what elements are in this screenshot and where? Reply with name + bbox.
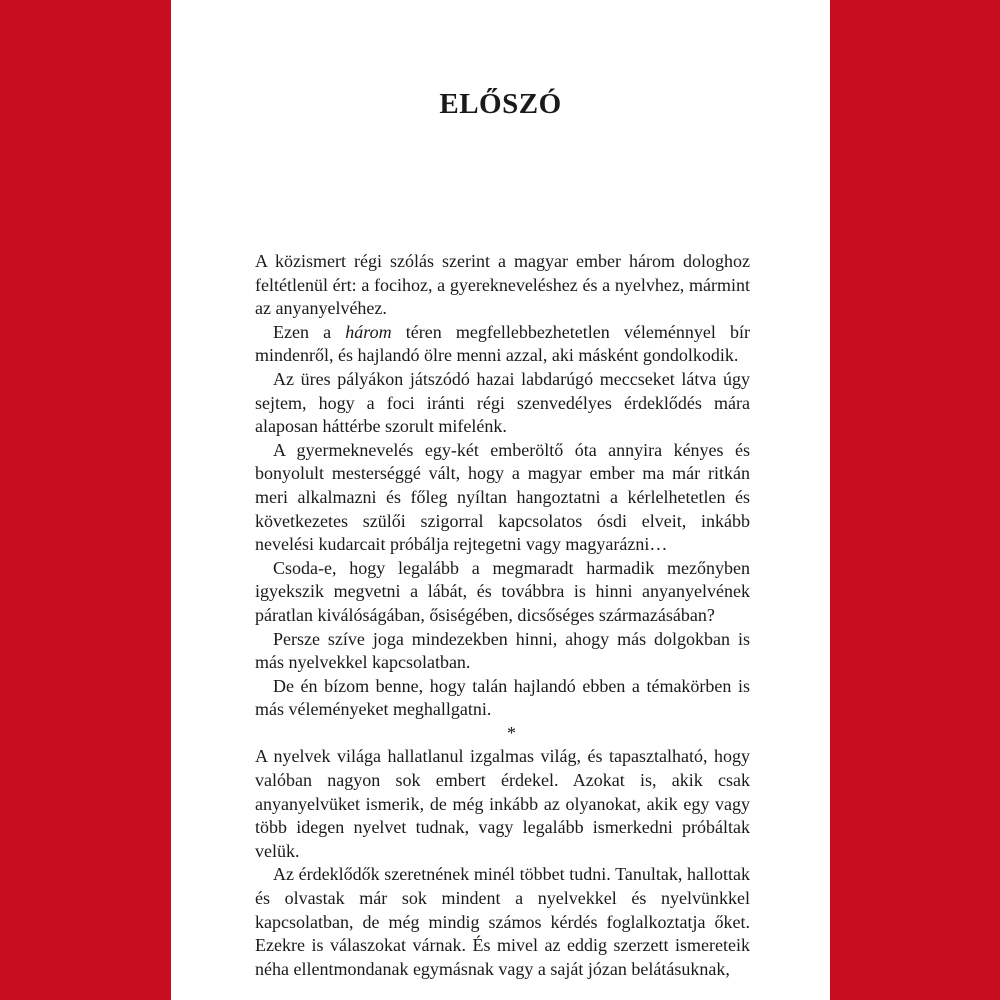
paragraph: Az üres pályákon játszódó hazai labdarúgó meccseket látva úgy sejtem, hogy a foci iránti régi szenvedélyes érdeklődés mára alaposan háttérbe szorult mifelénk. <box>255 368 750 437</box>
paragraph: A közismert régi szólás szerint a magyar ember három dologhoz feltétlenül ért: a focihoz, a gyerekneveléshez és a nyelvhez, mármint az anyanyelvéhez. <box>255 251 750 319</box>
page-title: ELŐSZÓ <box>439 88 562 120</box>
italic-word: három <box>345 321 392 342</box>
paragraph: Csoda-e, hogy legalább a megmaradt harmadik mezőnyben igyekszik megvetni a lábát, és továbbra is hinni anyanyelvének páratlan kiválóságában, ősiségében, dicsőséges származásában? <box>255 557 750 625</box>
paragraph-text: téren megfellebbezhetetlen véleménnyel bír mindenről, és hajlandó ölre menni azzal, aki másként gondolkodik. <box>255 321 750 366</box>
paragraph: A nyelvek világa hallatlanul izgalmas világ, és tapasztalható, hogy valóban nagyon sok embert érdekel. Azokat is, akik csak anyanyelvüket ismerik, de még inkább az olyanokat, akik egy vagy több idegen nyelvet tudnak, vagy legalább ismerkedni próbáltak velük. <box>255 746 750 861</box>
paragraph: Persze szíve joga mindezekben hinni, ahogy más dolgokban is más nyelvekkel kapcsolatban. <box>255 628 750 673</box>
paragraph-text: Ezen a <box>273 321 346 342</box>
book-page <box>171 0 830 1000</box>
paragraph: A gyermeknevelés egy-két emberöltő óta annyira kényes és bonyolult mesterséggé vált, hogy a magyar ember ma már ritkán meri alkalmazni és főleg nyíltan hangoztatni a kérlelhetetlen és következetes szülői szigorral kapcsolatos ósdi elveit, inkább nevelési kudarcait próbálja rejtegetni vagy magyarázni… <box>255 439 750 555</box>
paragraph <box>255 321 750 368</box>
body-text <box>255 250 750 981</box>
section-separator: * <box>507 722 516 743</box>
paragraph: De én bízom benne, hogy talán hajlandó ebben a témakörben is más véleményeket meghallgatni. <box>255 675 750 720</box>
paragraph: Az érdeklődők szeretnének minél többet tudni. Tanultak, hallottak és olvastak már sok mindent a nyelvekkel és nyelvünkkel kapcsolatban, de még mindig számos kérdés foglalkoztatja őket. Ezekre is válaszokat várnak. És mivel az eddig szerzett ismereteik néha ellentmondanak egymásnak vagy a saját józan belátásuknak, <box>255 864 750 979</box>
